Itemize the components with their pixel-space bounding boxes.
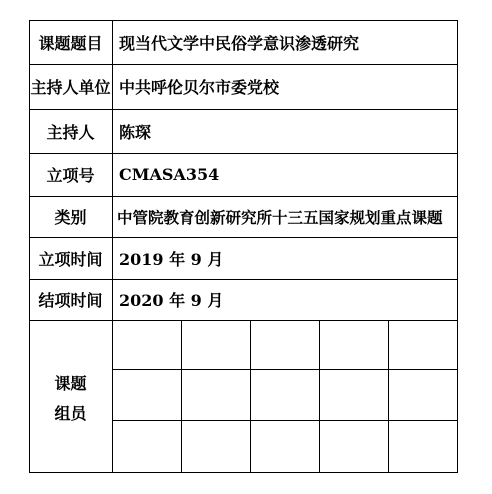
project-info-form bbox=[29, 20, 458, 473]
member-cell bbox=[389, 370, 457, 420]
value-start-date: 2019 年 9 月 bbox=[119, 249, 224, 269]
label-project-title: 课题题目 bbox=[38, 33, 103, 53]
row-category bbox=[29, 196, 458, 237]
members-label-line2: 组员 bbox=[54, 404, 87, 423]
member-cell bbox=[389, 321, 457, 369]
row-host bbox=[29, 109, 458, 153]
member-cell bbox=[113, 421, 181, 472]
label-start-date: 立项时间 bbox=[38, 249, 103, 269]
members-label-line1: 课题 bbox=[54, 374, 87, 393]
row-start-date bbox=[29, 237, 458, 279]
row-host-unit bbox=[29, 64, 458, 109]
member-cell bbox=[251, 421, 319, 472]
value-project-number: CMASA354 bbox=[119, 165, 220, 184]
member-cell bbox=[320, 321, 388, 369]
value-end-date: 2020 年 9 月 bbox=[119, 291, 224, 310]
member-cell bbox=[113, 321, 181, 369]
value-host: 陈琛 bbox=[119, 122, 152, 142]
label-project-number: 立项号 bbox=[46, 166, 95, 185]
value-host-unit: 中共呼伦贝尔市委党校 bbox=[119, 78, 280, 97]
member-cell bbox=[182, 370, 250, 420]
member-cell bbox=[251, 321, 319, 369]
label-end-date: 结项时间 bbox=[38, 291, 103, 310]
member-cell bbox=[320, 370, 388, 420]
member-cell bbox=[251, 370, 319, 420]
value-project-title: 现当代文学中民俗学意识渗透研究 bbox=[119, 33, 360, 53]
row-project-number bbox=[29, 153, 458, 196]
label-category: 类别 bbox=[54, 208, 87, 227]
member-cell bbox=[320, 421, 388, 472]
member-cell bbox=[182, 421, 250, 472]
member-cell bbox=[389, 421, 457, 472]
label-host-unit: 主持人单位 bbox=[30, 78, 111, 97]
border-bottom bbox=[29, 472, 458, 473]
member-cell bbox=[113, 370, 181, 420]
label-host: 主持人 bbox=[46, 122, 95, 142]
row-end-date bbox=[29, 279, 458, 320]
value-category: 中管院教育创新研究所十三五国家规划重点课题 bbox=[117, 207, 443, 227]
member-cell bbox=[182, 321, 250, 369]
row-project-title bbox=[29, 20, 458, 64]
